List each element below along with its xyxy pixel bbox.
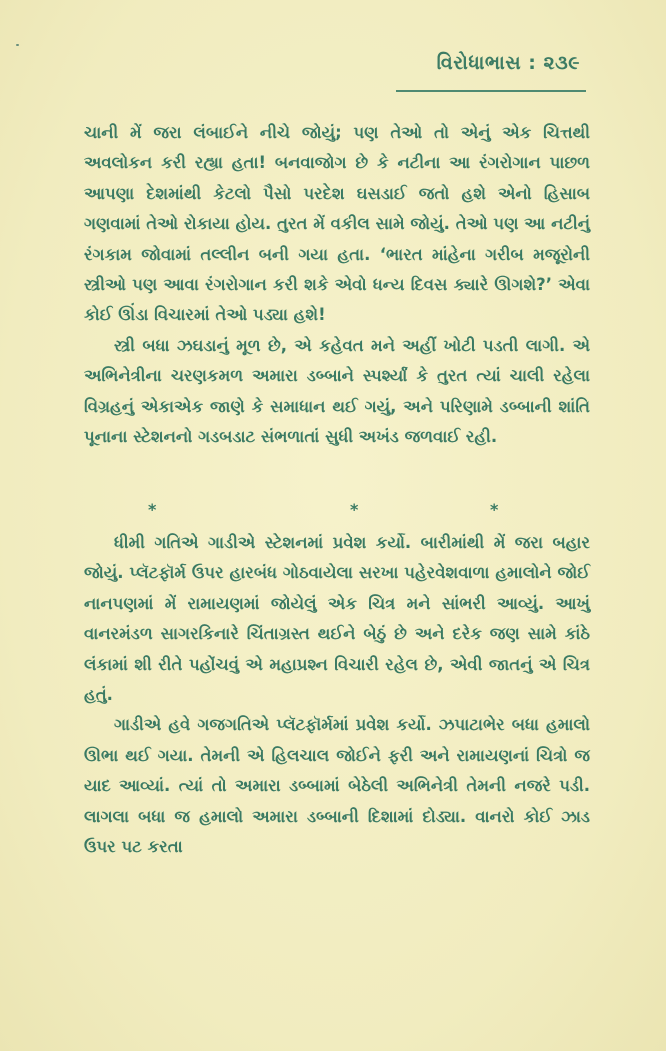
- running-header: વિરોધાભાસ : ૨૩૯: [436, 52, 580, 74]
- separator-star: *: [350, 500, 359, 519]
- text-block-top: [84, 118, 590, 452]
- paragraph-continued: ચાની મેં જરા લંબાઈને નીચે જોયું; પણ તેઓ તો એનું એક ચિત્તથી અવલોકન કરી રહ્યા હતા! બનવાજોગ છે કે નટીના આ રંગરોગાન પાછળ આપણા દેશમાંથી કેટલો પૈસો પરદેશ ઘસડાઈ જતો હશે એનો હિસાબ ગણવામાં તેઓ રોકાયા હોય. તુરત મેં વકીલ સામે જોયું. તેઓ પણ આ નટીનું રંગકામ જોવામાં તલ્લીન બની ગયા હતા. ‘ભારત માંહેના ગરીબ મજૂરોની સ્ત્રીઓ પણ આવા રંગરોગાન કરી શકે એવો ધન્ય દિવસ ક્યારે ઊગશે?’ એવા કોઈ ઊંડા વિચારમાં તેઓ પડ્યા હશે!: [84, 123, 590, 325]
- text-block-bottom: [84, 528, 590, 862]
- paragraph: સ્ત્રી બધા ઝઘડાનું મૂળ છે, એ કહેવત મને અહીં ખોટી પડતી લાગી. એ અભિનેત્રીના ચરણકમળ અમારા ડબ્બાને સ્પર્શ્યાં કે તુરત ત્યાં ચાલી રહેલા વિગ્રહનું એકાએક જાણે કે સમાધાન થઈ ગયું, અને પરિણામે ડબ્બાની શાંતિ પૂનાના સ્ટેશનનો ગડબડાટ સંભળાતાં સુધી અખંડ જળવાઈ રહી.: [84, 335, 590, 447]
- separator-star: *: [490, 500, 499, 519]
- section-separator: [84, 500, 590, 524]
- page-mark: [16, 44, 19, 46]
- paragraph: ગાડીએ હવે ગજગતિએ પ્લૅટફૉર્મમાં પ્રવેશ કર્યો. ઝપાટાભેર બધા હમાલો ઊભા થઈ ગયા. તેમની એ હિલચાલ જોઈને ફરી અને રામાયણનાં ચિત્રો જ યાદ આવ્યાં. ત્યાં તો અમારા ડબ્બામાં બેઠેલી અભિનેત્રી તેમની નજરે પડી. લાગલા બધા જ હમાલો અમારા ડબ્બાની દિશામાં દોડ્યા. વાનરો કોઈ ઝાડ ઉપર પટ કરતા: [84, 715, 590, 857]
- paragraph: ધીમી ગતિએ ગાડીએ સ્ટેશનમાં પ્રવેશ કર્યો. બારીમાંથી મેં જરા બહાર જોયું. પ્લૅટફૉર્મ ઉપર હારબંધ ગોઠવાયેલા સરખા પહેરવેશવાળા હમાલોને જોઈ નાનપણમાં મેં રામાયણમાં જોયેલું એક ચિત્ર મને સાંભરી આવ્યું. આખું વાનરમંડળ સાગરકિનારે ચિંતાગ્રસ્ત થઈને બેઠું છે અને દરેક જણ સામે કાંઠે લંકામાં શી રીતે પહોંચવું એ મહાપ્રશ્ન વિચારી રહેલ છે, એવી જાતનું એ ચિત્ર હતું.: [84, 533, 590, 705]
- header-rule: [396, 90, 586, 92]
- separator-star: *: [148, 500, 157, 519]
